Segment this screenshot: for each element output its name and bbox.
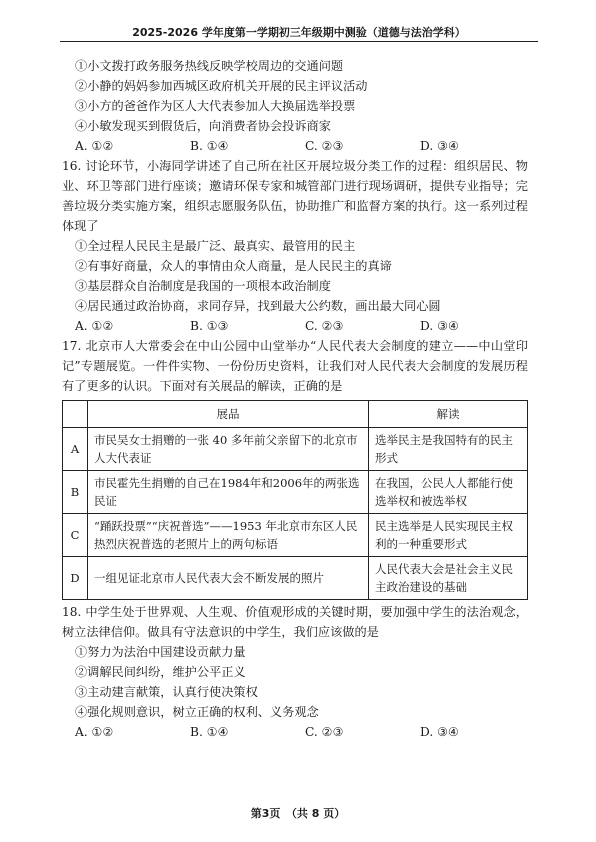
- row-exhibit: 市民霍先生捐赠的自己在1984年和2006年的两张选民证: [88, 471, 369, 514]
- q18-statement-1: ①努力为法治中国建设贡献力量: [75, 645, 246, 659]
- q16-statement-3: ③基层群众自治制度是我国的一项根本政治制度: [75, 279, 331, 293]
- table-header-interpretation: 解读: [369, 401, 528, 428]
- row-interpretation: 人民代表大会是社会主义民主政治建设的基础: [369, 557, 528, 600]
- table-row: [63, 428, 528, 471]
- q16-option-b: B. ①③: [190, 319, 229, 333]
- q16-option-c: C. ②③: [305, 319, 344, 333]
- row-interpretation: 民主选举是人民实现民主权利的一种重要形式: [369, 514, 528, 557]
- q15-statement-3: ③小方的爸爸作为区人大代表参加人大换届选举投票: [75, 99, 356, 113]
- q16-statement-4: ④居民通过政治协商，求同存异，找到最大公约数，画出最大同心圆: [75, 299, 441, 313]
- q18-statement-2: ②调解民间纠纷，维护公平正义: [75, 665, 246, 679]
- q15-option-b: B. ①④: [190, 139, 229, 153]
- page-footer: 第3页 （共 8 页）: [250, 807, 346, 820]
- q17-exhibit-table: [62, 400, 528, 600]
- header-rule: [60, 41, 538, 42]
- row-label: C: [63, 514, 88, 557]
- q18-statement-3: ③主动建言献策，认真行使决策权: [75, 685, 258, 699]
- q15-statement-2: ②小静的妈妈参加西城区政府机关开展的民主评议活动: [75, 79, 368, 93]
- row-label: D: [63, 557, 88, 600]
- row-interpretation: 选举民主是我国特有的民主形式: [369, 428, 528, 471]
- q17-stem: 17. 北京市人大常委会在中山公园中山堂举办“人民代表大会制度的建立——中山堂印记”专题展览。一件件实物、一份份历史资料，让我们对人民代表大会制度的发展历程有了更多的认识。下面对有关展品的解读，正确的是: [62, 339, 528, 393]
- q15-option-a: A. ①②: [75, 139, 114, 153]
- q15-options: [62, 136, 535, 156]
- table-header-row: [63, 401, 528, 428]
- row-exhibit: “踊跃投票”“庆祝普选”——1953 年北京市东区人民热烈庆祝普选的老照片上的两句标语: [88, 514, 369, 557]
- table-row: [63, 557, 528, 600]
- table-row: [63, 471, 528, 514]
- q18-statement-4: ④强化规则意识，树立正确的权利、义务观念: [75, 705, 319, 719]
- row-exhibit: 一组见证北京市人民代表大会不断发展的照片: [88, 557, 369, 600]
- q15-option-c: C. ②③: [305, 139, 344, 153]
- row-interpretation: 在我国，公民人人都能行使选举权和被选举权: [369, 471, 528, 514]
- q16-statement-2: ②有事好商量，众人的事情由众人商量，是人民民主的真谛: [75, 259, 392, 273]
- q18-stem: 18. 中学生处于世界观、人生观、价值观形成的关键时期，要加强中学生的法治观念，树立法律信仰。做具有守法意识的中学生，我们应该做的是: [62, 605, 528, 639]
- page-content: [62, 56, 528, 742]
- q18-option-a: A. ①②: [75, 725, 114, 739]
- q15-option-d: D. ③④: [420, 139, 459, 153]
- q18-option-d: D. ③④: [420, 725, 459, 739]
- q15-statement-4: ④小敏发现买到假货后，向消费者协会投诉商家: [75, 119, 331, 133]
- q16-options: [62, 316, 535, 336]
- q18-options: [62, 722, 535, 742]
- q15-statement-1: ①小文拨打政务服务热线反映学校周边的交通问题: [75, 59, 344, 73]
- q16-statement-1: ①全过程人民民主是最广泛、最真实、最管用的民主: [75, 239, 356, 253]
- q16-stem: 16. 讨论环节，小海同学讲述了自己所在社区开展垃圾分类工作的过程：组织居民、物业、环卫等部门进行座谈；邀请环保专家和城管部门进行现场调研，提供专业指导；完善垃圾分类实施方案，组织志愿服务队伍，协助推广和监督方案的执行。这一系列过程体现了: [62, 159, 528, 233]
- q16-option-a: A. ①②: [75, 319, 114, 333]
- q18-option-b: B. ①④: [190, 725, 229, 739]
- page-header: 2025-2026 学年度第一学期初三年级期中测验（道德与法治学科）: [132, 26, 466, 39]
- table-row: [63, 514, 528, 557]
- q18-option-c: C. ②③: [305, 725, 344, 739]
- table-header-label: [63, 401, 88, 428]
- row-label: A: [63, 428, 88, 471]
- q16-option-d: D. ③④: [420, 319, 459, 333]
- row-label: B: [63, 471, 88, 514]
- row-exhibit: 市民吴女士捐赠的一张 40 多年前父亲留下的北京市人大代表证: [88, 428, 369, 471]
- table-header-exhibit: 展品: [88, 401, 369, 428]
